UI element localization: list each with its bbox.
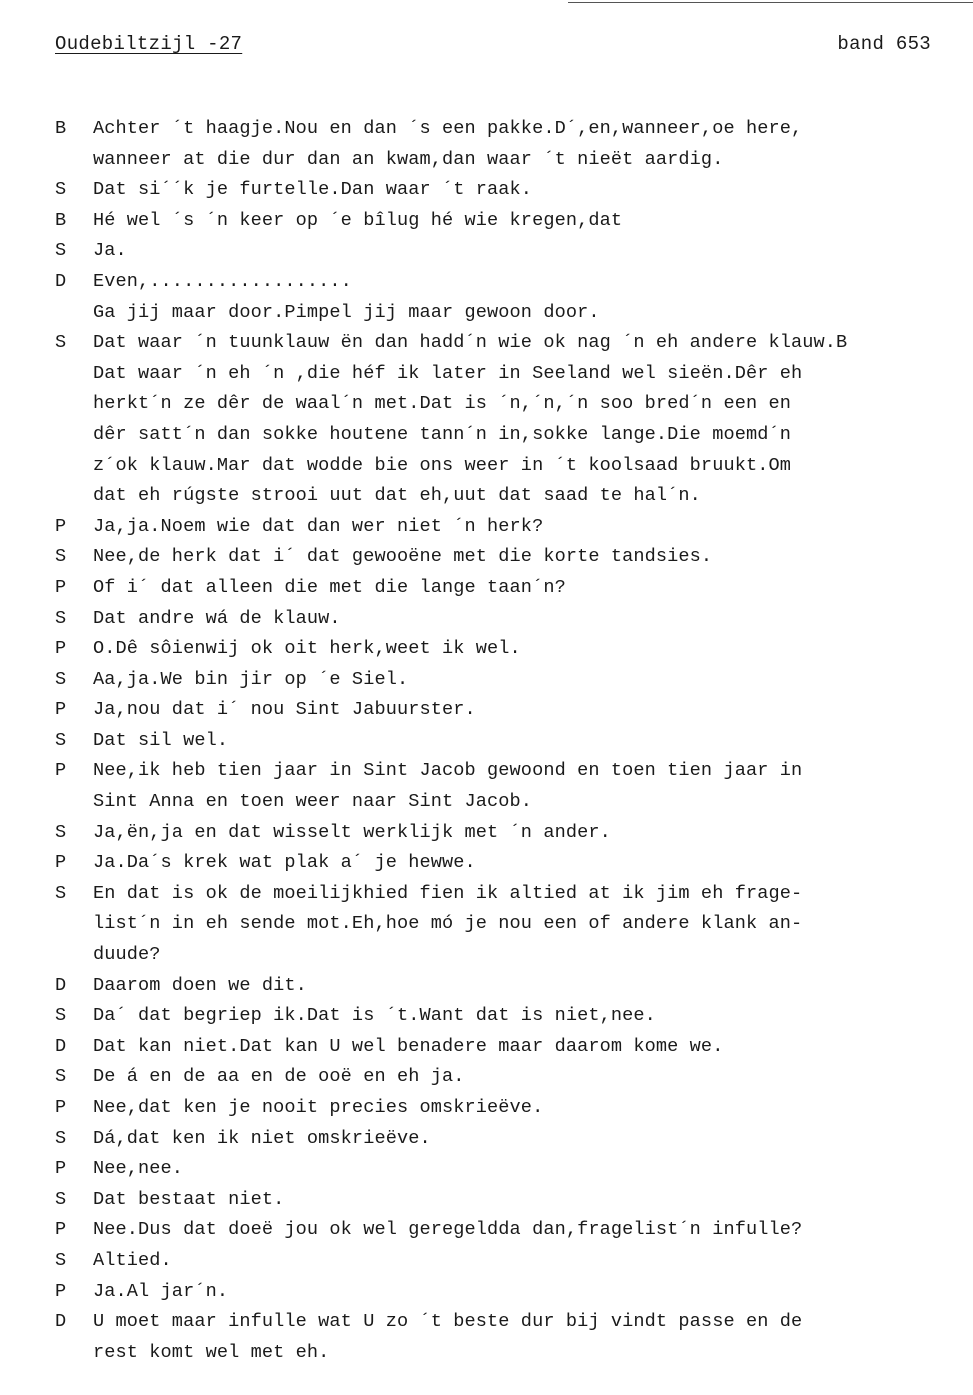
transcript-line [0,1215,973,1246]
transcript-line [0,726,973,757]
transcript-line [0,1246,973,1277]
speaker-label: S [55,546,67,568]
speaker-label: S [55,1188,67,1210]
speaker-label: S [55,240,67,262]
line-text: Dat si´´k je furtelle.Dan waar ´t raak. [93,179,533,201]
line-text: Of i´ dat alleen die met die lange taan´n? [93,576,566,598]
transcript-line [0,1032,973,1063]
line-text: herkt´n ze dêr de waal´n met.Dat is ´n,´n,´n soo bred´n een en [93,393,791,415]
transcript-line [0,909,973,940]
line-text: Achter ´t haagje.Nou en dan ´s een pakke.D´,en,wanneer,oe here, [93,118,803,139]
line-text: Ja.Al jar´n. [93,1280,229,1302]
line-text: Da´ dat begriep ik.Dat is ´t.Want dat is niet,nee. [93,1005,656,1027]
transcript-line [0,879,973,910]
transcript-line [0,542,973,573]
transcript-line [0,267,973,298]
header-band: band 653 [837,33,931,55]
line-text: list´n in eh sende mot.Eh,hoe mó je nou een of andere klank an- [93,913,803,935]
speaker-label: D [55,270,67,292]
transcript-line [0,818,973,849]
header-title: Oudebiltzijl -27 [55,33,243,55]
transcript-line [0,481,973,512]
speaker-label: P [55,1097,67,1118]
speaker-label: S [55,1249,67,1271]
line-text: Nee.Dus dat doeë jou ok wel geregeldda dan,fragelist´n infulle? [93,1219,803,1241]
transcript-line [0,145,973,176]
transcript-line [0,634,973,665]
transcript-line [0,512,973,543]
line-text: dat eh rúgste strooi uut dat eh,uut dat saad te hal´n. [93,485,701,507]
speaker-label: P [55,1158,67,1180]
speaker-label: B [55,209,67,231]
line-text: Altied. [93,1249,172,1271]
transcript-line [0,756,973,787]
line-text: Nee,ik heb tien jaar in Sint Jacob gewoond en toen tien jaar in [93,760,803,782]
transcript-line [0,787,973,818]
transcript-line [0,420,973,451]
transcript-line [0,451,973,482]
transcript-line [0,573,973,604]
transcript-line [0,389,973,420]
speaker-label: S [55,1127,67,1149]
transcript-line [0,1062,973,1093]
line-text: Hé wel ´s ´n keer op ´e bîlug hé wie kregen,dat [93,209,623,231]
transcript-line [0,1277,973,1308]
line-text: En dat is ok de moeilijkhied fien ik altied at ik jim eh frage- [93,882,803,904]
line-text: U moet maar infulle wat U zo ´t beste dur bij vindt passe en de [93,1311,803,1333]
transcript [0,114,973,1368]
line-text: Dat bestaat niet. [93,1188,285,1210]
line-text: z´ok klauw.Mar dat wodde bie ons weer in ´t koolsaad bruukt.Om [93,454,791,476]
line-text: rest komt wel met eh. [93,1341,330,1363]
line-text: Ja,ja.Noem wie dat dan wer niet ´n herk? [93,515,544,537]
speaker-label: S [55,1005,67,1027]
transcript-line [0,298,973,329]
speaker-label: P [55,1219,67,1241]
line-text: Dá,dat ken ik niet omskrieëve. [93,1127,431,1149]
speaker-label: S [55,179,67,201]
line-text: Ja.Da´s krek wat plak a´ je hewwe. [93,852,476,874]
speaker-label: P [55,760,67,782]
line-text: Nee,de herk dat i´ dat gewooëne met die korte tandsies. [93,546,713,568]
transcript-line [0,1093,973,1124]
transcript-line [0,940,973,971]
line-text: Even,.................. [93,270,352,292]
line-text: Dat waar ´n tuunklauw ën dan hadd´n wie ok nag ´n eh andere klauw.B [93,332,848,354]
line-text: Ja,ën,ja en dat wisselt werklijk met ´n ander. [93,821,611,843]
transcript-line [0,236,973,267]
speaker-label: D [55,1311,67,1333]
speaker-label: P [55,852,67,874]
line-text: Nee,dat ken je nooit precies omskrieëve. [93,1097,544,1118]
transcript-line [0,848,973,879]
line-text: wanneer at die dur dan an kwam,dan waar ´t nieët aardig. [93,148,724,170]
speaker-label: P [55,515,67,537]
speaker-label: S [55,332,67,354]
speaker-label: S [55,729,67,751]
line-text: Dat kan niet.Dat kan U wel benadere maar daarom kome we. [93,1035,724,1057]
transcript-line [0,1001,973,1032]
speaker-label: S [55,607,67,629]
transcript-line [0,114,973,145]
transcript-line [0,1154,973,1185]
line-text: Dat andre wá de klauw. [93,607,341,629]
transcript-line [0,1338,973,1369]
speaker-label: P [55,699,67,721]
line-text: Dat sil wel. [93,729,229,751]
line-text: Aa,ja.We bin jir op ´e Siel. [93,668,409,690]
transcript-line [0,1124,973,1155]
transcript-line [0,1307,973,1338]
transcript-line [0,328,973,359]
speaker-label: D [55,974,67,996]
transcript-line [0,604,973,635]
line-text: De á en de aa en de ooë en eh ja. [93,1066,465,1088]
speaker-label: P [55,576,67,598]
transcript-line [0,695,973,726]
line-text: dêr satt´n dan sokke houtene tann´n in,sokke lange.Die moemd´n [93,423,791,445]
line-text: Ja. [93,240,127,262]
line-text: duude? [93,944,161,966]
speaker-label: P [55,1280,67,1302]
line-text: Nee,nee. [93,1158,184,1180]
speaker-label: B [55,118,67,139]
top-rule [568,2,973,3]
speaker-label: S [55,821,67,843]
transcript-line [0,1185,973,1216]
transcript-line [0,359,973,390]
speaker-label: S [55,882,67,904]
line-text: Daarom doen we dit. [93,974,307,996]
transcript-line [0,206,973,237]
line-text: Dat waar ´n eh ´n ,die héf ik later in Seeland wel sieën.Dêr eh [93,362,803,384]
line-text: Sint Anna en toen weer naar Sint Jacob. [93,791,533,813]
speaker-label: S [55,668,67,690]
speaker-label: P [55,638,67,660]
transcript-line [0,971,973,1002]
speaker-label: D [55,1035,67,1057]
line-text: Ga jij maar door.Pimpel jij maar gewoon door. [93,301,600,323]
line-text: Ja,nou dat i´ nou Sint Jabuurster. [93,699,476,721]
transcript-line [0,665,973,696]
line-text: O.Dê sôienwij ok oit herk,weet ik wel. [93,638,521,660]
transcript-line [0,175,973,206]
speaker-label: S [55,1066,67,1088]
